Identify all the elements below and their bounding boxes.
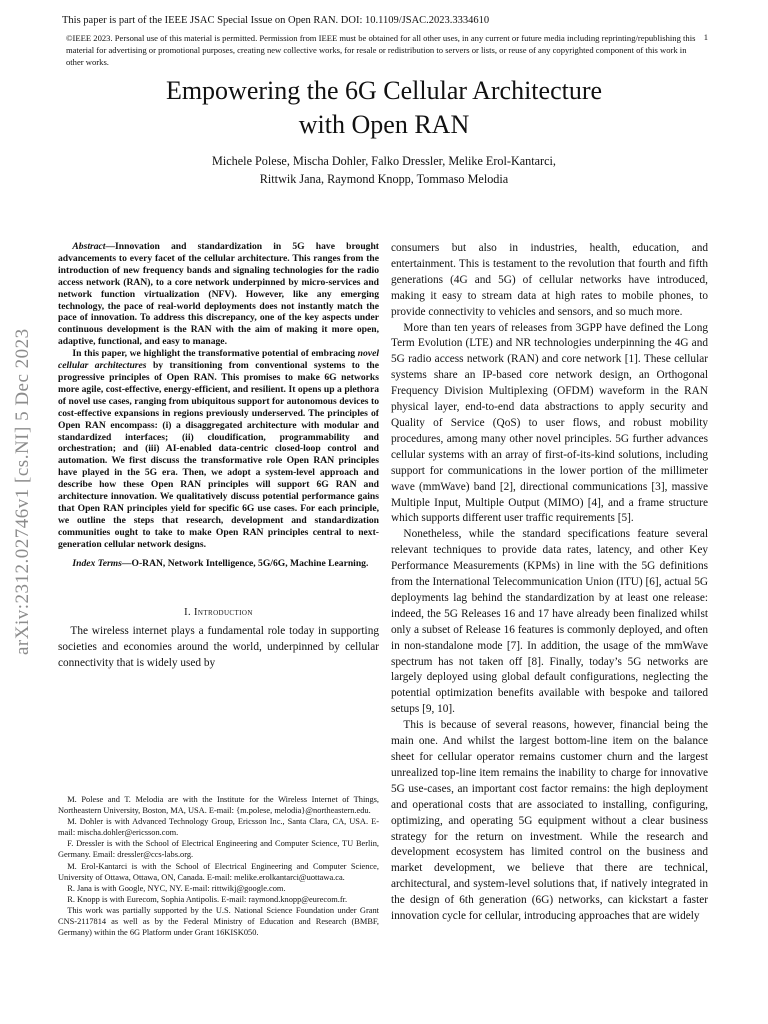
journal-notice: This paper is part of the IEEE JSAC Special Issue on Open RAN. DOI: 10.1109/JSAC.2023.3334610 — [62, 15, 490, 26]
intro-paragraph: More than ten years of releases from 3GPP have defined the Long Term Evolution (LTE) and NR technologies underpinning the 4G and 5G radio access network (RAN) and core network [1]. These cellular systems share an IP-based core network design, an Orthogonal Frequency Division Multiplexing (OFDM) waveform in the RAN physical layer, end-to-end data abstractions to apply security and Quality of Service (QoS) to user flows, and robust mobility procedures, among many other novel principles. 5G further advances cellular systems with an array of first-of-its-kind solutions, including support for communications in the lower portion of the millimeter wave (mmWave) band [2], directional communications [3], massive Multiple Input, Multiple Output (MIMO) [4], and a frame structure which supports different user traffic requirements [5]. — [391, 321, 708, 525]
authors-line-2: Rittwik Jana, Raymond Knopp, Tommaso Melodia — [259, 172, 509, 186]
abstract — [58, 241, 379, 551]
intro-paragraph: This is because of several reasons, however, financial being the main one. And whilst the largest bottom-line item on the balance sheet for cellular operator remains customer churn and the largest unrealized top-line item remains the inability to charge for innovative 5G use-cases, an important cost factor remains: the high deployment and operational costs that are associated to installing, configuring, optimizing, and operating 5G equipment without a clear business strategy for the return on investment. While the research and development ecosystem has limited control on the business and market development, we believe that there are technical, architectural, and system-level solutions that, if natively integrated in the design of 6th generation (6G) networks, can kickstart a faster innovation cycle for cellular, introducing approaches that are widely — [391, 719, 708, 923]
footnote: R. Jana is with Google, NYC, NY. E-mail: rittwikj@google.com. — [67, 883, 286, 893]
intro-left-text — [58, 624, 379, 672]
authors-line-1: Michele Polese, Mischa Dohler, Falko Dressler, Melike Erol-Kantarci, — [212, 154, 556, 168]
index-terms-text: —O-RAN, Network Intelligence, 5G/6G, Machine Learning. — [121, 557, 369, 569]
abstract-label: Abstract — [72, 241, 106, 252]
abstract-paragraph-2-start: In this paper, we highlight the transformative potential of embracing — [72, 348, 358, 360]
footnote: M. Dohler is with Advanced Technology Group, Ericsson Inc., Santa Clara, CA, USA. E-mail: mischa.dohler@ericsson.com. — [58, 817, 379, 838]
right-column — [391, 241, 708, 925]
author-list — [84, 152, 684, 188]
index-terms-label: Index Terms — [72, 557, 122, 569]
section-heading: I. Introduction — [184, 607, 253, 619]
footnote: F. Dressler is with the School of Electrical Engineering and Computer Science, TU Berlin, Germany. Email: dressler@ccs-labs.org. — [58, 839, 379, 860]
intro-paragraph: Nonetheless, while the standard specifications feature several relevant techniques to provide data rates, latency, and other Key Performance Measurements (KPMs) in line with the 5G definitions from the International Telecommunication Union (ITU) [6], actual 5G deployments lag behind the standardization by at least one release: indeed, the 5G Releases 16 and 17 have already been finalized whilst only a subset of Release 16 features is commonly deployed, and often in non-standalone mode [7]. In addition, the usage of the mmWave spectrum has not taken off [8]. Finally, today’s 5G networks are largely deployed using global default configurations, neglecting the potential optimization benefits available with bespoke and tailored setups [9, 10]. — [391, 528, 708, 716]
footnote: This work was partially supported by the U.S. National Science Foundation under Grant CNS-2117814 as well as by the Federal Ministry of Education and Research (BMBF, Germany) within the 6G Platform under Grant 16KISK050. — [58, 905, 379, 938]
intro-paragraph-continued: consumers but also in industries, health, education, and entertainment. This is testament to the revolution that fourth and fifth generations (4G and 5G) of cellular networks have introduced, making it easy to stream data at high rates to mobile phones, to provide connectivity to vehicles and sensors, and so much more. — [391, 242, 708, 318]
abstract-paragraph-2-end: by transitioning from conventional systems to the progressive principles of Open RAN. This promises to make 6G networks more agile, cost-effective, energy-efficient, and resilient. It opens up a plethora of novel use cases, ranging from ubiquitous support for autonomous devices to cost-effective expansions in regions previously underserved. The principles of Open RAN encompass: (i) a disaggregated architecture with modular and standardized interfaces; (ii) cloudification, programmability and orchestration; and (iii) AI-enabled data-centric closed-loop control and automation. We first discuss the transformative role Open RAN principles have played in the 5G era. Then, we adopt a system-level approach and describe how these Open RAN principles will support 6G RAN and architecture innovation. We qualitatively discuss potential performance gains that Open RAN principles yield for specific 6G use cases. For each principle, we outline the steps that research, development and standardization communities ought to take to make Open RAN principles central to next-generation cellular network designs. — [58, 360, 379, 550]
abstract-emphasis: novel cellular architectures — [58, 348, 379, 372]
footnote: R. Knopp is with Eurecom, Sophia Antipolis. E-mail: raymond.knopp@eurecom.fr. — [67, 894, 348, 904]
title-line-1: Empowering the 6G Cellular Architecture — [165, 76, 603, 105]
paper-title — [84, 74, 684, 142]
author-footnotes — [58, 794, 379, 938]
title-line-2: with Open RAN — [298, 110, 470, 139]
intro-paragraph: The wireless internet plays a fundamental role today in supporting societies and economies around the world, underpinned by cellular connectivity that is widely used by — [58, 625, 379, 670]
footnote: M. Erol-Kantarci is with the School of Electrical Engineering and Computer Science, University of Ottawa, Ottawa, ON, Canada. E-mail: melike.erolkantarci@uottawa.ca. — [58, 861, 379, 882]
left-column — [58, 241, 379, 672]
index-terms — [58, 558, 379, 570]
arxiv-stamp: arXiv:2312.02746v1 [cs.NI] 5 Dec 2023 — [12, 328, 33, 655]
page-number: 1 — [703, 32, 708, 42]
footnote: M. Polese and T. Melodia are with the Institute for the Wireless Internet of Things, Northeastern University, Boston, MA, USA. E-mail: {m.polese, melodia}@northeastern.edu. — [58, 795, 379, 816]
copyright-notice: ©IEEE 2023. Personal use of this material is permitted. Permission from IEEE must be obtained for all other uses, in any current or future media including reprinting/republishing this material for advertising or promotional purposes, creating new collective works, for resale or redistribution to servers or lists, or reuse of any copyrighted component of this work in other works. — [66, 33, 696, 67]
abstract-paragraph-1: —Innovation and standardization in 5G have brought advancements to every facet of the cellular architecture. This ranges from the introduction of new frequency bands and signaling technologies for the radio access network (RAN), to a core network underpinned by micro-services and network function virtualization (NFV). However, like any emerging technology, the pace of real-world deployments does not instantly match the pace of innovation. To address this discrepancy, one of the key aspects under continuous development is the RAN with the aim of making it more open, adaptive, functional, and easy to manage. — [58, 241, 379, 348]
